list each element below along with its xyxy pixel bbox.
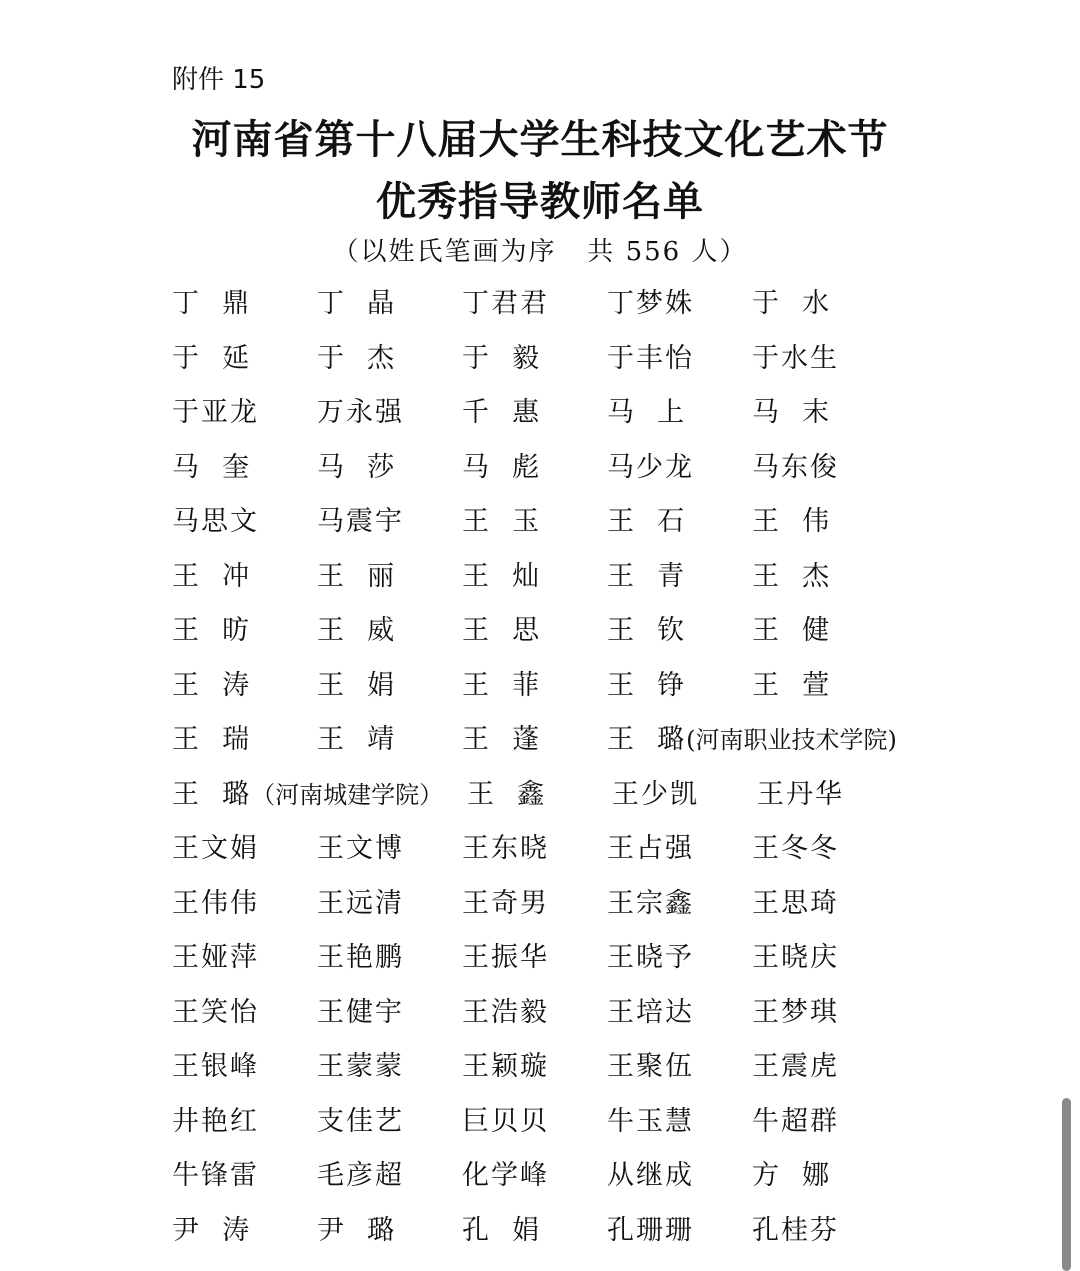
- teacher-name: [172, 500, 259, 544]
- teacher-name-text: 王东晓: [462, 833, 549, 864]
- teacher-name: [462, 718, 541, 762]
- teacher-name-text: 王 冲: [172, 560, 252, 592]
- teacher-name: [752, 664, 831, 708]
- teacher-name: [752, 555, 831, 599]
- name-row: [172, 500, 972, 555]
- name-row: [172, 936, 972, 991]
- name-row: [172, 446, 972, 501]
- teacher-name: [172, 827, 259, 871]
- teacher-name: [462, 555, 541, 599]
- document-subtitle: （以姓氏笔画为序 共 556 人）: [332, 237, 748, 267]
- teacher-name-text: 从继成: [607, 1160, 694, 1191]
- teacher-name-text: 马 上: [607, 397, 687, 428]
- teacher-name-text: 万永强: [317, 397, 404, 428]
- teacher-name-text: 王文博: [317, 833, 404, 864]
- teacher-name-text: 井艳红: [172, 1105, 259, 1137]
- name-row: [172, 882, 972, 937]
- teacher-name: [607, 936, 694, 980]
- name-row: [172, 337, 972, 392]
- teacher-name: [462, 827, 549, 871]
- teacher-name: [607, 337, 694, 381]
- teacher-name: [317, 882, 404, 926]
- name-row: [172, 773, 972, 828]
- teacher-name: [172, 882, 259, 926]
- teacher-name-text: 王冬冬: [752, 833, 839, 864]
- teacher-name: [172, 1154, 259, 1198]
- teacher-name-text: 王蒙蒙: [317, 1051, 404, 1082]
- teacher-name-text: 王振华: [462, 942, 549, 973]
- teacher-name-text: 马 莎: [317, 451, 397, 483]
- teacher-name-text: 王培达: [607, 996, 694, 1028]
- teacher-name: [752, 827, 839, 871]
- teacher-name-text: 化学峰: [462, 1160, 549, 1191]
- teacher-name: [462, 882, 549, 926]
- name-row: [172, 1045, 972, 1100]
- teacher-name-text: 王 蓬: [462, 724, 542, 755]
- teacher-name-text: 牛超群: [752, 1105, 839, 1137]
- teacher-name: [317, 827, 404, 871]
- teacher-name-text: 于水生: [752, 342, 839, 374]
- teacher-name-text: 马思文: [172, 506, 259, 537]
- teacher-name-text: 王震虎: [752, 1051, 839, 1082]
- teacher-name-text: 王艳鹏: [317, 942, 404, 973]
- teacher-name-text: 王 青: [607, 560, 687, 592]
- teacher-name: [317, 555, 396, 599]
- teacher-name-text: 丁 晶: [317, 288, 397, 319]
- teacher-name: [172, 391, 259, 435]
- teacher-name: [317, 609, 396, 653]
- teacher-name: [462, 1045, 549, 1089]
- teacher-name-text: 王 思: [462, 615, 542, 646]
- teacher-name: [752, 337, 839, 381]
- teacher-name: [317, 991, 404, 1035]
- teacher-name: [607, 500, 686, 544]
- teacher-name: [752, 391, 831, 435]
- teacher-name: [462, 609, 541, 653]
- teacher-name-text: 王娅萍: [172, 942, 259, 973]
- teacher-name-text: 王健宇: [317, 996, 404, 1028]
- teacher-name: [462, 282, 549, 326]
- teacher-name: [317, 1209, 396, 1253]
- teacher-name-text: 马 奎: [172, 451, 252, 483]
- teacher-name-text: 王 璐: [607, 724, 687, 755]
- teacher-name: [317, 337, 396, 381]
- teacher-name: [462, 936, 549, 980]
- teacher-name-text: 于 水: [752, 288, 832, 319]
- teacher-name-text: 丁梦姝: [607, 288, 694, 319]
- teacher-name-text: 孔珊珊: [607, 1214, 694, 1246]
- teacher-name-text: 马 彪: [462, 451, 542, 483]
- teacher-name-text: 王 伟: [752, 506, 832, 537]
- teacher-affiliation: (河南职业技术学院): [686, 726, 897, 754]
- teacher-name: [172, 555, 251, 599]
- teacher-name: [607, 609, 686, 653]
- teacher-name-text: 牛锋雷: [172, 1160, 259, 1191]
- teacher-name: [752, 882, 839, 926]
- teacher-name-text: 马 末: [752, 397, 832, 428]
- attachment-label: 附件 15: [172, 65, 266, 95]
- name-row: [172, 1154, 972, 1209]
- teacher-name: [317, 1154, 404, 1198]
- teacher-name: [172, 718, 251, 762]
- teacher-name: [462, 391, 541, 435]
- teacher-name-text: 王晓予: [607, 942, 694, 973]
- teacher-name: [172, 1045, 259, 1089]
- teacher-name-text: 巨贝贝: [462, 1105, 549, 1137]
- name-row: [172, 1100, 972, 1155]
- teacher-name-text: 于 延: [172, 342, 252, 374]
- teacher-name-text: 王浩毅: [462, 996, 549, 1028]
- teacher-name-text: 尹 涛: [172, 1214, 252, 1246]
- teacher-name: [752, 500, 831, 544]
- teacher-name-text: 王 菲: [462, 669, 542, 701]
- vertical-scrollbar[interactable]: [1062, 1098, 1071, 1271]
- teacher-name-text: 王 瑞: [172, 724, 252, 755]
- teacher-name-text: 王奇男: [462, 887, 549, 919]
- teacher-name-text: 王 石: [607, 506, 687, 537]
- teacher-name: [752, 1154, 831, 1198]
- name-row: [172, 282, 972, 337]
- teacher-name: [752, 1045, 839, 1089]
- teacher-name: [752, 936, 839, 980]
- teacher-name-text: 王远清: [317, 887, 404, 919]
- teacher-name-text: 王梦琪: [752, 996, 839, 1028]
- teacher-name: [752, 446, 839, 490]
- teacher-name-text: 王 健: [752, 615, 832, 646]
- name-row: [172, 664, 972, 719]
- teacher-name-text: 毛彦超: [317, 1160, 404, 1191]
- teacher-name-text: 王 涛: [172, 669, 252, 701]
- teacher-name: [612, 773, 699, 817]
- teacher-name-text: 支佳艺: [317, 1105, 404, 1137]
- name-row: [172, 609, 972, 664]
- teacher-name: [607, 1209, 694, 1253]
- teacher-name: [607, 827, 694, 871]
- teacher-name-text: 王 鑫: [467, 778, 547, 810]
- teacher-name: [317, 282, 396, 326]
- teacher-name-text: 王 娟: [317, 669, 397, 701]
- teacher-name-text: 王 威: [317, 615, 397, 646]
- teacher-name-text: 千 惠: [462, 397, 542, 428]
- teacher-name-text: 牛玉慧: [607, 1105, 694, 1137]
- name-row: [172, 991, 972, 1046]
- teacher-name-text: 于丰怡: [607, 342, 694, 374]
- teacher-name-text: 王 灿: [462, 560, 542, 592]
- teacher-name: [757, 773, 844, 817]
- teacher-name-text: 王思琦: [752, 887, 839, 919]
- teacher-name-text: 孔桂芬: [752, 1214, 839, 1246]
- teacher-name: [462, 500, 541, 544]
- teacher-name: [607, 1154, 694, 1198]
- teacher-name-text: 王 萱: [752, 669, 832, 701]
- teacher-name: [462, 337, 541, 381]
- teacher-name: [607, 1045, 694, 1089]
- teacher-name: [607, 882, 694, 926]
- teacher-name-text: 王 玉: [462, 506, 542, 537]
- teacher-name-text: 王 璐: [172, 778, 252, 810]
- teacher-name: [752, 1209, 839, 1253]
- teacher-name-text: 王文娟: [172, 833, 259, 864]
- teacher-name-text: 王晓庆: [752, 942, 839, 973]
- teacher-name-text: 王 钦: [607, 615, 687, 646]
- teacher-name-text: 王 丽: [317, 560, 397, 592]
- teacher-name: [752, 282, 831, 326]
- teacher-name: [462, 991, 549, 1035]
- teacher-name-text: 王笑怡: [172, 996, 259, 1028]
- teacher-name-text: 丁君君: [462, 288, 549, 319]
- teacher-name: [317, 936, 404, 980]
- teacher-name: [607, 664, 686, 708]
- teacher-name-text: 王 铮: [607, 669, 687, 701]
- teacher-name-list: [172, 282, 972, 1263]
- teacher-name-text: 马东俊: [752, 451, 839, 483]
- teacher-name-text: 于 毅: [462, 342, 542, 374]
- teacher-name: [317, 500, 404, 544]
- teacher-name-text: 方 娜: [752, 1160, 832, 1191]
- teacher-name: [317, 718, 396, 762]
- teacher-name: [172, 991, 259, 1035]
- teacher-name: [172, 1209, 251, 1253]
- teacher-name: [752, 1100, 839, 1144]
- teacher-name-text: 王宗鑫: [607, 887, 694, 919]
- teacher-name-text: 王 靖: [317, 724, 397, 755]
- teacher-name: [607, 391, 686, 435]
- teacher-name: [317, 446, 396, 490]
- teacher-name: [607, 1100, 694, 1144]
- teacher-name-text: 王丹华: [757, 778, 844, 810]
- teacher-name-text: 于亚龙: [172, 397, 259, 428]
- teacher-name: [317, 391, 404, 435]
- teacher-name-text: 马震宇: [317, 506, 404, 537]
- teacher-name: [467, 773, 546, 817]
- name-row: [172, 555, 972, 610]
- teacher-name-text: 马少龙: [607, 451, 694, 483]
- teacher-name-text: 王少凯: [612, 778, 699, 810]
- teacher-name: [172, 773, 443, 817]
- name-row: [172, 391, 972, 446]
- teacher-name: [172, 609, 251, 653]
- teacher-name: [462, 446, 541, 490]
- teacher-name: [607, 991, 694, 1035]
- teacher-name: [172, 1100, 259, 1144]
- teacher-affiliation: （河南城建学院）: [251, 780, 444, 809]
- name-row: [172, 718, 972, 773]
- teacher-name-text: 王伟伟: [172, 887, 259, 919]
- teacher-name-text: 王 杰: [752, 560, 832, 592]
- teacher-name-text: 王聚伍: [607, 1051, 694, 1082]
- document-title-line2: 优秀指导教师名单: [376, 179, 704, 225]
- teacher-name-text: 王银峰: [172, 1051, 259, 1082]
- teacher-name-text: 丁 鼎: [172, 288, 252, 319]
- teacher-name-text: 王颖璇: [462, 1051, 549, 1082]
- teacher-name: [462, 1154, 549, 1198]
- name-row: [172, 1209, 972, 1264]
- teacher-name: [607, 282, 694, 326]
- teacher-name-text: 孔 娟: [462, 1214, 542, 1246]
- teacher-name: [172, 337, 251, 381]
- teacher-name: [462, 1100, 549, 1144]
- teacher-name: [172, 446, 251, 490]
- teacher-name-text: 王占强: [607, 833, 694, 864]
- teacher-name: [607, 718, 897, 762]
- teacher-name: [317, 1045, 404, 1089]
- teacher-name: [172, 282, 251, 326]
- teacher-name-text: 于 杰: [317, 342, 397, 374]
- teacher-name: [462, 664, 541, 708]
- name-row: [172, 827, 972, 882]
- teacher-name: [462, 1209, 541, 1253]
- document-title: 河南省第十八届大学生科技文化艺术节: [191, 117, 889, 163]
- teacher-name: [607, 446, 694, 490]
- teacher-name: [317, 1100, 404, 1144]
- teacher-name: [172, 936, 259, 980]
- teacher-name: [317, 664, 396, 708]
- teacher-name: [172, 664, 251, 708]
- teacher-name: [607, 555, 686, 599]
- teacher-name: [752, 991, 839, 1035]
- teacher-name: [752, 609, 831, 653]
- teacher-name-text: 尹 璐: [317, 1214, 397, 1246]
- teacher-name-text: 王 昉: [172, 615, 252, 646]
